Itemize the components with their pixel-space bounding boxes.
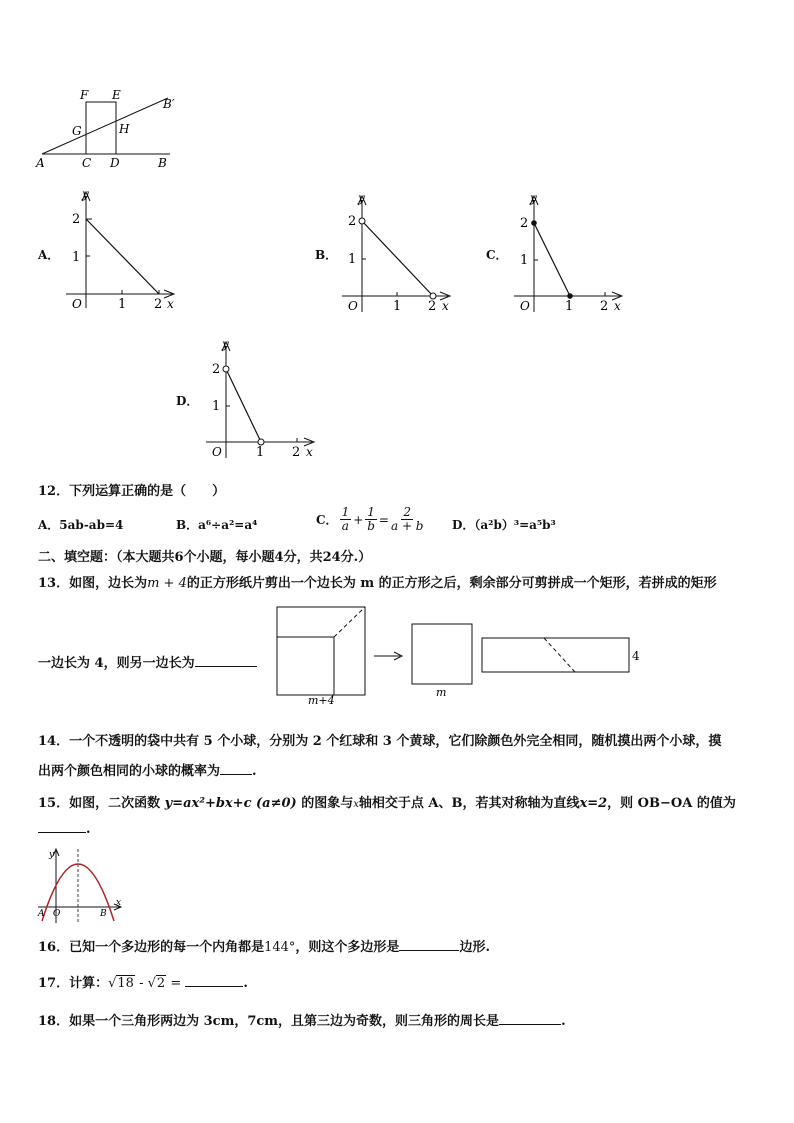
y-tick-1: 1 [72,250,81,265]
x-axis-label: x [442,299,449,313]
q12-option-a: A．5ab-ab=4 [38,518,124,532]
q15-line2: . [38,822,91,837]
open-point-top [223,366,229,372]
q13-figure [270,600,650,704]
graph-option-d [202,336,324,464]
option-a-label: A． [38,248,60,262]
y-tick-1: 1 [212,399,221,414]
q16: 16．已知一个多边形的每一个内角都是144°，则这个多边形是 边形. [38,940,490,955]
line-segment [226,369,261,442]
fraction-1-over-b: $\frac{1}{b}$ [367,505,375,533]
graph-option-b [338,190,460,318]
closed-point-bottom [567,293,573,299]
rectangle [482,638,629,672]
fraction-1-over-a: $\frac{1}{a}$ [341,505,350,533]
x-tick-2: 2 [154,297,163,312]
q15-answer-blank [38,832,86,833]
q12-stem: 12．下列运算正确的是（ ） [38,484,226,499]
line-segment [362,221,433,296]
y-tick-1: 1 [520,253,529,268]
sqrt-2: 2 [156,976,166,991]
y-tick-2: 2 [212,362,221,377]
label-b-prime: B′ [163,97,175,111]
label-e: E [112,88,121,102]
x-tick-1: 1 [118,297,127,312]
x-axis-label: x [306,445,313,459]
q12-option-c-label: C． [316,513,338,527]
label-m-plus-4: m+4 [308,694,335,704]
q13-expr: m + 4 [147,576,187,591]
point-b-label: B [100,909,107,919]
y-tick-2: 2 [520,216,529,231]
y-tick-2: 2 [72,212,81,227]
x-tick-1: 1 [393,299,402,314]
x-tick-2: 2 [428,299,437,314]
y-tick-2: 2 [348,214,357,229]
x-tick-2: 2 [292,445,301,460]
option-d-label: D． [176,394,199,408]
origin-label: O [520,299,530,313]
label-f: F [80,88,89,102]
line-segment [86,219,159,294]
label-g: G [72,124,82,138]
q14-line2: 出两个颜色相同的小球的概率为 . [38,764,257,779]
label-4: 4 [632,649,640,663]
x-axis-label: x [167,297,174,311]
y-tick-1: 1 [348,252,357,267]
q16-answer-blank [399,950,459,951]
q17: 17．计算：√18 - √2 = . [38,976,248,991]
label-m: m [436,686,447,699]
y-axis-label: y [49,850,55,860]
section-2-title: 二、填空题：（本大题共6个小题，每小题4分，共24分.） [38,550,372,565]
option-c-label: C． [486,248,508,262]
q13-line1: 13．如图，边长为m + 4的正方形纸片剪出一个边长为 m 的正方形之后，剩余部分可剪拼成一个矩形，若拼成的矩形 [38,576,717,591]
option-b-label: B． [315,248,338,262]
geometry-figure [30,84,190,174]
open-point-top [359,218,365,224]
q13-line2: 一边长为 4，则另一边长为 [38,652,257,671]
y-axis-label: y [358,191,365,205]
line-ab-prime [42,98,168,154]
small-square [412,624,472,684]
q15-line1: 15．如图，二次函数 y=ax²+bx+c (a≠0) 的图象与x轴相交于点 A、B，若其对称轴为直线x=2，则 OB−OA 的值为 [38,796,736,811]
q14-answer-blank [220,774,252,775]
q18: 18．如果一个三角形两边为 3cm，7cm，且第三边为奇数，则三角形的周长是 . [38,1014,566,1029]
q15-parabola-graph [36,845,132,925]
point-a-label: A [38,909,45,919]
origin-label: O [72,297,82,311]
y-axis-label: y [222,337,229,351]
q13-answer-blank [195,666,257,667]
origin-label: O [53,909,61,919]
closed-point-top [531,220,537,226]
x-tick-1: 1 [256,445,265,460]
line-segment [534,223,570,296]
origin-label: O [348,299,358,313]
fraction-2-over-a-plus-b: $\frac{2}{a + b}$ [390,505,424,533]
origin-label: O [212,445,222,459]
label-h: H [119,122,130,136]
label-b: B [158,156,167,170]
label-c: C [82,156,92,170]
sqrt-18: 18 [117,976,134,991]
q12-option-d: D．（a²b）³=a⁵b³ [452,518,556,532]
q17-answer-blank [185,986,243,987]
q12-option-c: C． $\frac{1}{a}$ + $\frac{1}{b}$ = $\frac{2}{a + b}$ [316,505,424,533]
x-axis-label: x [116,898,122,908]
y-axis-label: y [82,187,89,201]
q18-answer-blank [499,1024,561,1025]
label-d: D [110,156,120,170]
x-axis-label: x [614,299,621,313]
q12-option-b: B．a⁶÷a²=a⁴ [176,518,258,532]
graph-option-a [62,186,184,314]
q14-line1: 14．一个不透明的袋中共有 5 个小球，分别为 2 个红球和 3 个黄球，它们除颜色外完全相同，随机摸出两个小球，摸 [38,734,722,749]
x-tick-1: 1 [565,299,574,314]
label-a: A [36,156,45,170]
x-tick-2: 2 [600,299,609,314]
y-axis-label: y [530,191,537,205]
graph-option-c [510,190,632,318]
